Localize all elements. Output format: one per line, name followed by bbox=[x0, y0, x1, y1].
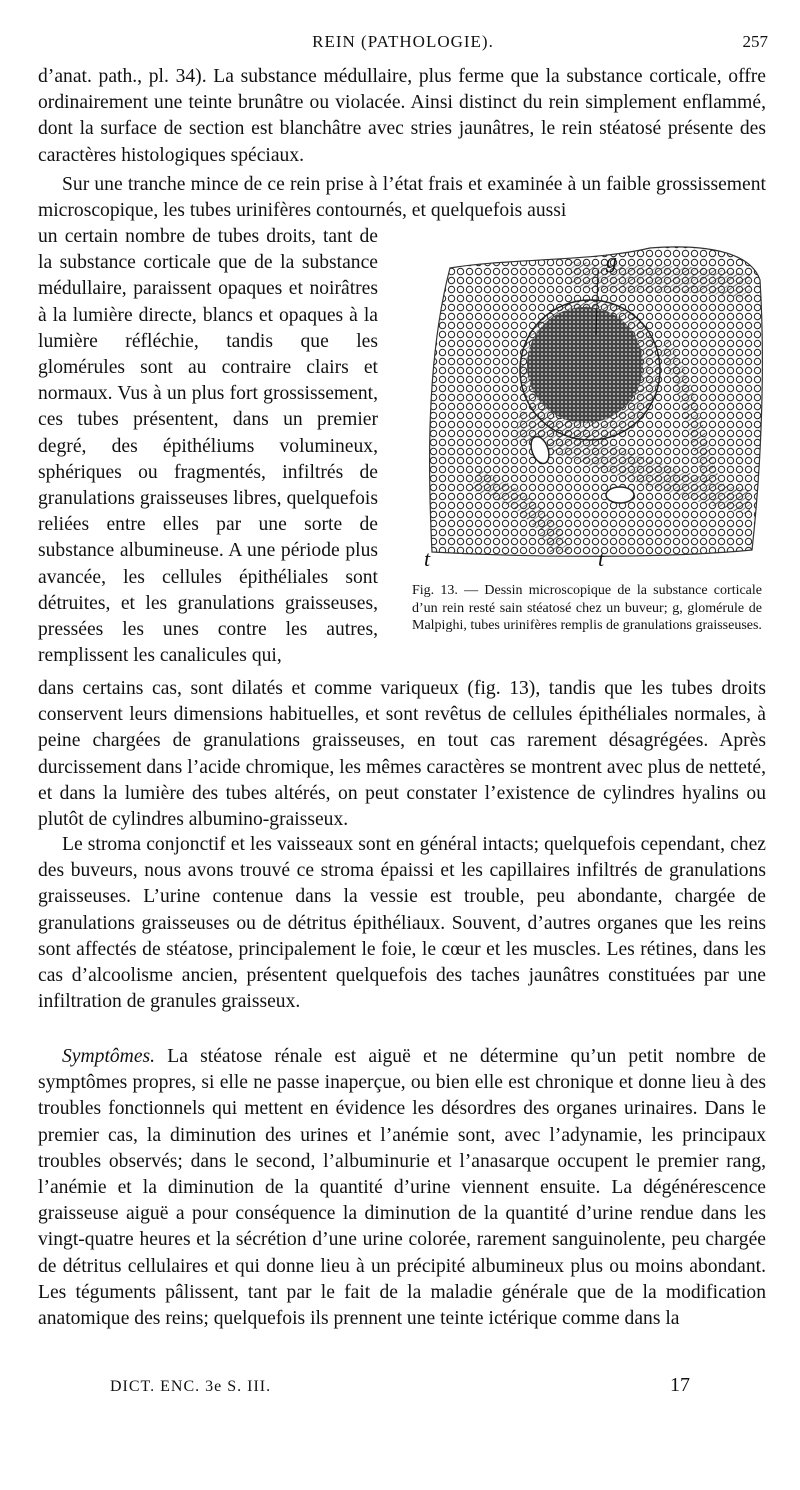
paragraph-4: dans certains cas, sont dilatés et comme variqueux (fig. 13), tandis que les tubes droits conservent leurs dimensions habituelles, et sont revêtus de cellules épithéliales normales, à peine chargées de granulations graisseuses, en tout cas rarement désagrégées. Après durcissement dans l’acide chromique, les mêmes caractères se montrent avec plus de netteté, et dans la lumière des tubes altérés, on peut constater l’existence de cylindres hyalins ou plutôt de cylindres albumino-graisseux. bbox=[38, 678, 766, 831]
figure-caption: Fig. 13. — Dessin microscopique de la substance corticale d’un rein resté sain stéatosé chez un buveur; g, glomérule de Malpighi, tubes urinifères remplis de granulations graisseuses. bbox=[412, 583, 762, 633]
sheet-number: 17 bbox=[670, 1374, 690, 1396]
running-title: REIN (PATHOLOGIE). bbox=[312, 32, 494, 51]
paragraph-3-wrapped: un certain nombre de tubes droits, tant de la substance corticale que de la substance médullaire, paraissent opaques et noirâtres à la lumière directe, blancs et opaques à la lumière réfléchie, tandis que les glomérules sont au contraire clairs et normaux. Vus à un plus fort grossissement, ces tubes présentent, dans un premier degré, des épithéliums volumineux, sphériques ou fragmentés, infiltrés de granulations graisseuses libres, quelquefois reliées entre elles par une sorte de substance albumineuse. A une période plus avancée, les cellules épithéliales sont détruites, et les granulations graisseuses, pressées les unes contre les autres, remplissent les canalicules qui, bbox=[38, 226, 378, 667]
symptoms-heading: Symptômes. bbox=[62, 1046, 156, 1067]
paragraph-6 bbox=[38, 1044, 766, 1332]
microscopic-figure bbox=[420, 240, 770, 580]
page-footer bbox=[110, 1374, 690, 1400]
kidney-tissue-illustration bbox=[420, 240, 770, 570]
paragraph-2: Sur une tranche mince de ce rein prise à l’état frais et examinée à un faible grossissement microscopique, les tubes urinifères contournés, et quelquefois aussi bbox=[38, 174, 766, 222]
page-number: 257 bbox=[742, 32, 768, 51]
printer-signature: DICT. ENC. 3e S. III. bbox=[110, 1378, 272, 1395]
paragraph-5: Le stroma conjonctif et les vaisseaux sont en général intacts; quelquefois cependant, chez des buveurs, nous avons trouvé ce stroma épaissi et les capillaires infiltrés de granulations graisseuses. L’urine contenue dans la vessie est trouble, peu abondante, chargée de granulations graisseuses ou de détritus épithéliaux. Souvent, d’autres organes que les reins sont affectés de stéatose, principalement le foie, le cœur et les muscles. Les rétines, dans les cas d’alcoolisme ancien, présentent quelquefois des taches jaunâtres constituées par une infiltration de granules graisseux. bbox=[38, 834, 766, 1013]
figure-label-t-right: t bbox=[598, 546, 605, 570]
running-header bbox=[38, 32, 768, 54]
figure-label-t-left: t bbox=[424, 546, 431, 570]
figure-label-g: g bbox=[606, 248, 617, 273]
paragraph-1: d’anat. path., pl. 34). La substance médullaire, plus ferme que la substance corticale, offre ordinairement une teinte brunâtre ou violacée. Ainsi distinct du rein simplement enflammé, dont la surface de section est blanchâtre avec stries jaunâtres, le rein stéatosé présente des caractères histologiques spéciaux. bbox=[38, 66, 766, 166]
symptoms-text: La stéatose rénale est aiguë et ne détermine qu’un petit nombre de symptômes propres, si elle ne passe inaperçue, ou bien elle est chronique et donne lieu à des troubles fonctionnels qui mettent en évidence les désordres des organes urinaires. Dans le premier cas, la diminution des urines et l’anémie sont, avec l’adynamie, les principaux troubles observés; dans le second, l’albuminurie et l’anasarque occupent le premier rang, l’anémie et la diminution de la quantité d’urine viennent ensuite. La dégénérescence graisseuse aiguë a pour conséquence la diminution de la quantité d’urine rendue dans les vingt-quatre heures et la sécrétion d’une urine colorée, rarement sanguinolente, peu chargée de détritus cellulaires et qui donne lieu à un précipité albumineux plus ou moins abondant. Les téguments pâlissent, tant par le fait de la maladie générale que de la modification anatomique des reins; quelquefois ils prennent une teinte ictérique comme dans la bbox=[38, 1046, 766, 1330]
